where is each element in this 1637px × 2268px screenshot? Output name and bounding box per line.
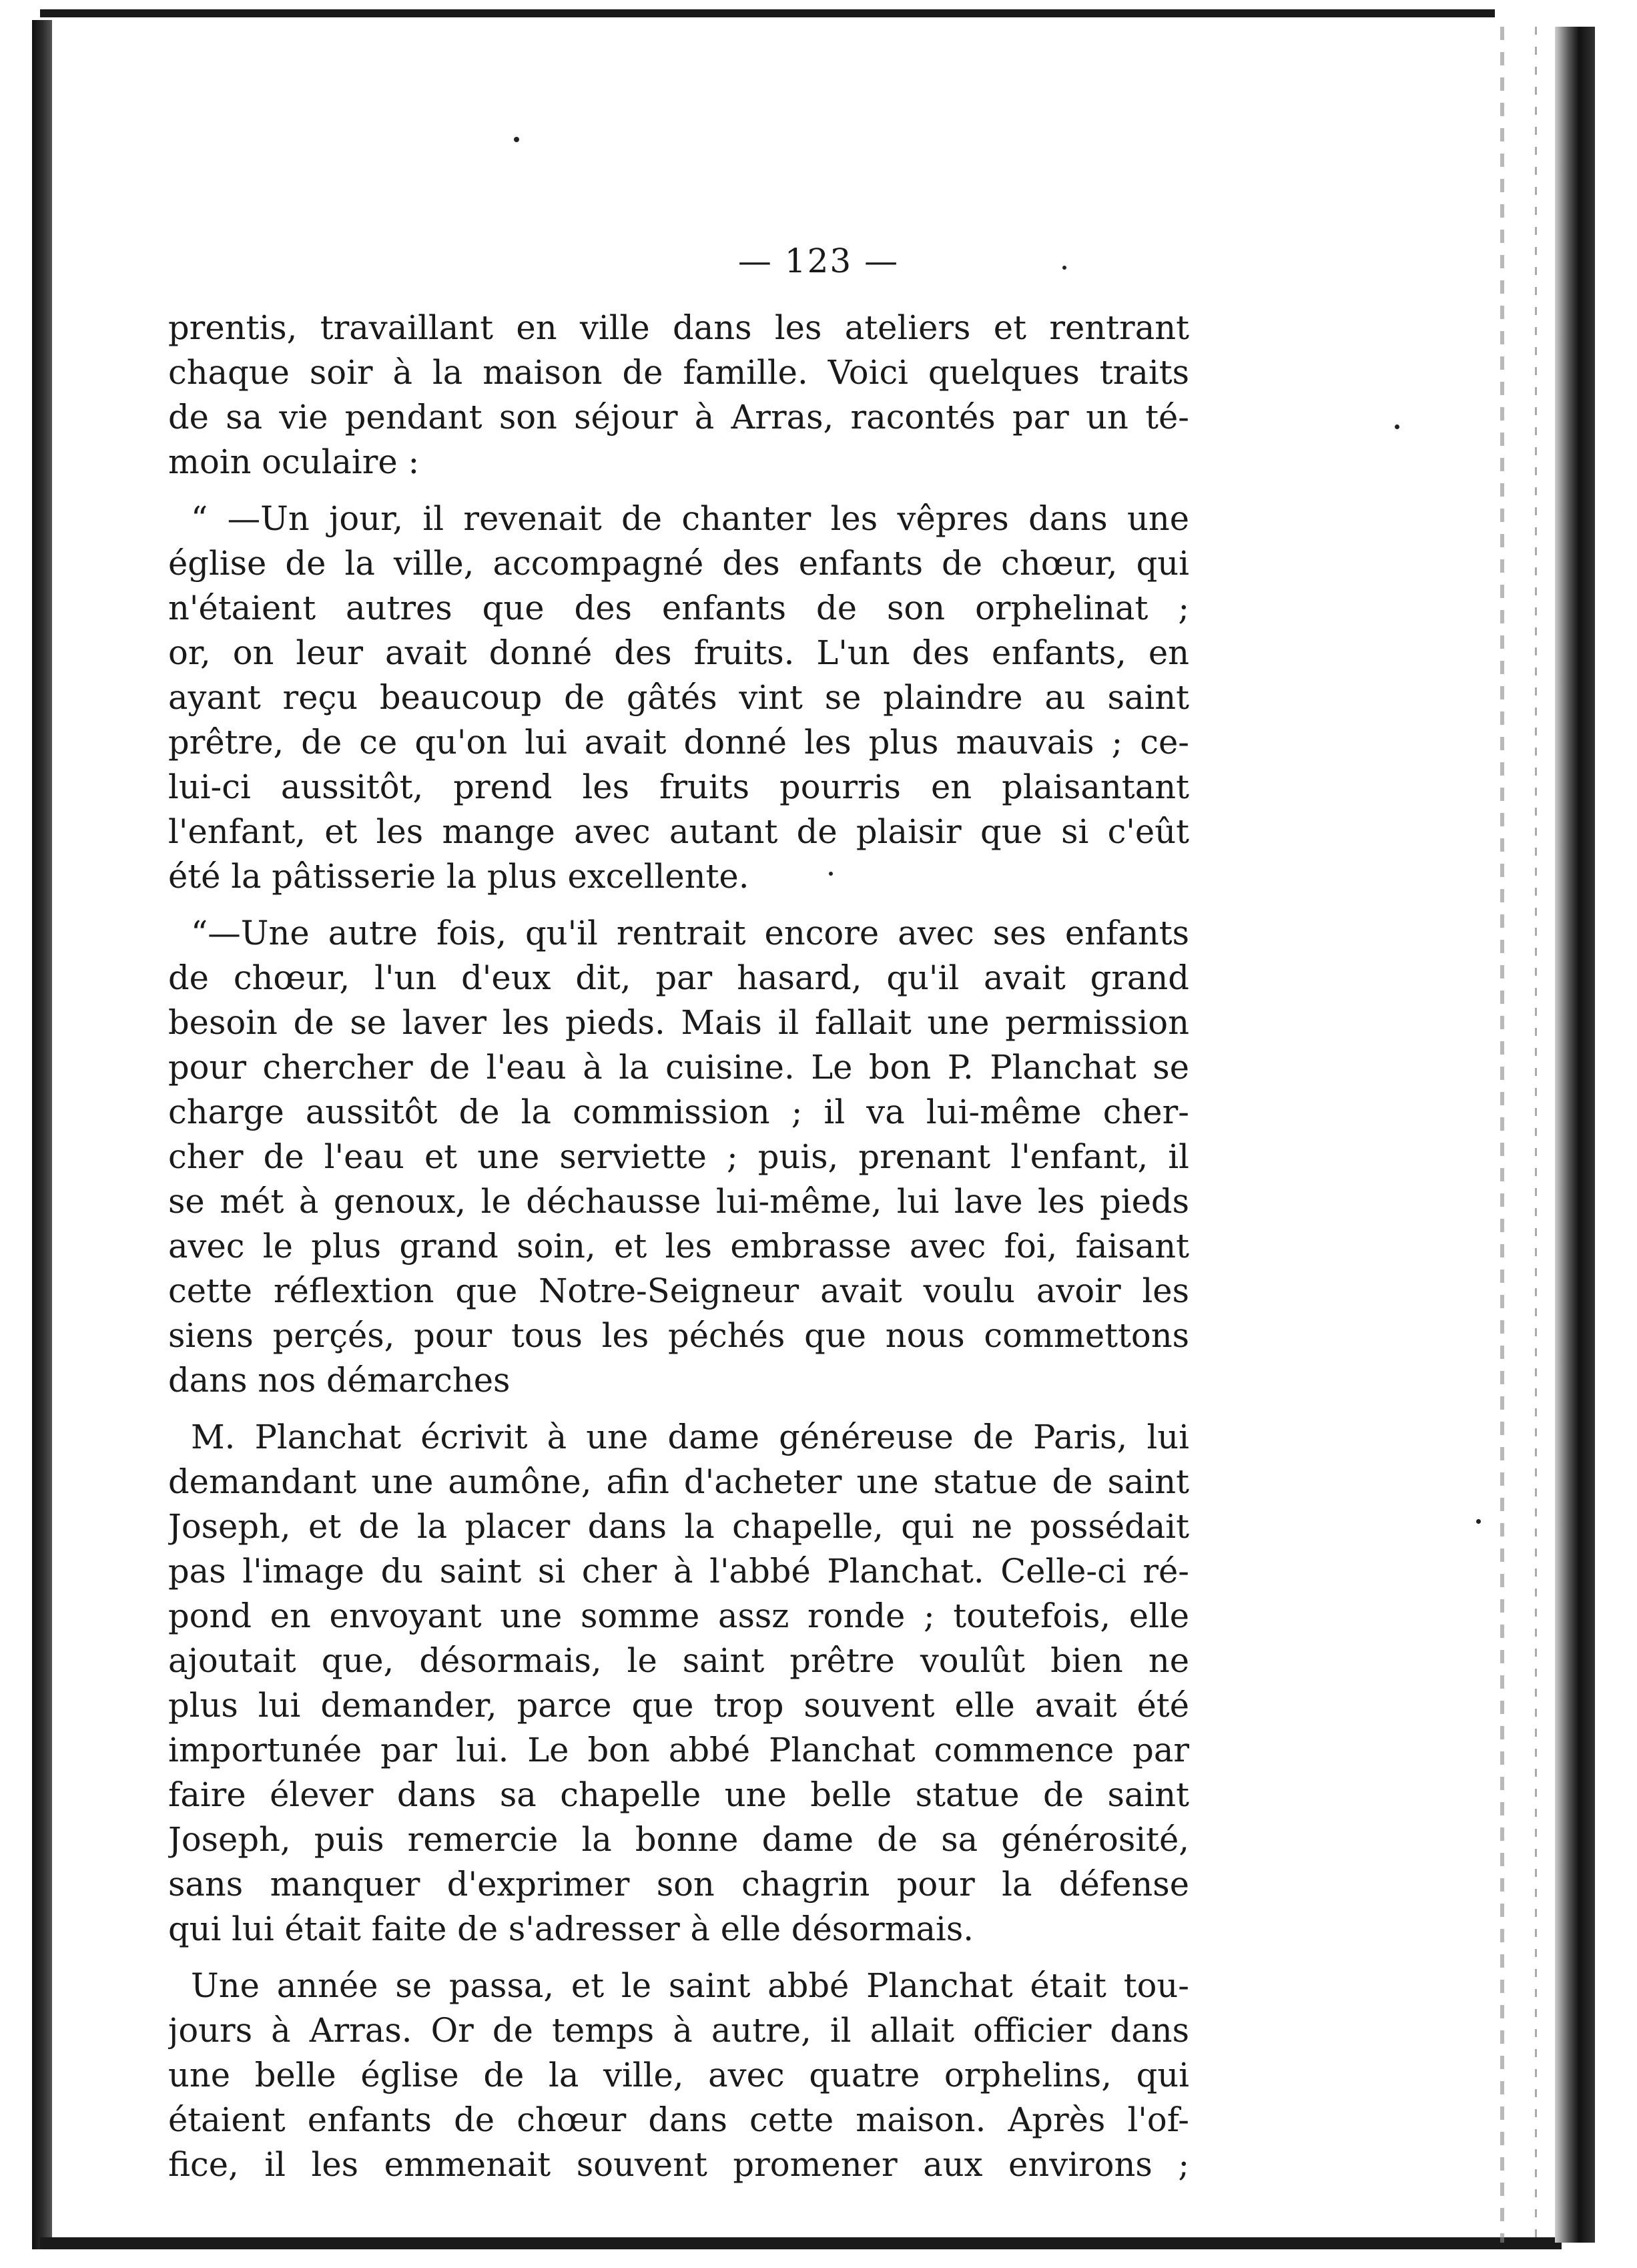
text-line: qui lui était faite de s'adresser à elle désormais. xyxy=(168,1910,974,1948)
text-line: Une année se passa, et le saint abbé Planchat était tou- xyxy=(191,1966,1189,2005)
text-line: prentis, travaillant en ville dans les ateliers et rentrant xyxy=(168,308,1189,347)
scan-noise-right xyxy=(1500,27,1504,2243)
text-line: pour chercher de l'eau à la cuisine. Le bon P. Planchat se xyxy=(168,1048,1189,1087)
text-line: chaque soir à la maison de famille. Voici quelques traits xyxy=(168,353,1189,392)
text-line: importunée par lui. Le bon abbé Planchat commence par xyxy=(168,1731,1189,1769)
text-line: fice, il les emmenait souvent promener aux environs ; xyxy=(168,2145,1189,2184)
text-line: or, on leur avait donné des fruits. L'un des enfants, en xyxy=(168,633,1189,672)
paragraph-1 xyxy=(168,306,1189,485)
text-line: Joseph, puis remercie la bonne dame de sa générosité, xyxy=(168,1820,1189,1859)
text-line: une belle église de la ville, avec quatre orphelins, qui xyxy=(168,2056,1189,2094)
text-line: l'enfant, et les mange avec autant de plaisir que si c'eût xyxy=(168,812,1189,851)
text-line: lui-ci aussitôt, prend les fruits pourris en plaisantant xyxy=(168,768,1189,806)
text-line: de chœur, l'un d'eux dit, par hasard, qu'il avait grand xyxy=(168,958,1189,997)
text-line: moin oculaire : xyxy=(168,443,420,481)
scan-speck xyxy=(514,137,519,142)
text-line: dans nos démarches xyxy=(168,1361,511,1400)
scan-speck xyxy=(1476,1519,1481,1524)
text-line: siens perçés, pour tous les péchés que nous commettons xyxy=(168,1316,1189,1355)
page-fold-line xyxy=(1535,27,1537,2243)
text-line: se mét à genoux, le déchausse lui-même, lui lave les pieds xyxy=(168,1182,1189,1221)
text-line: plus lui demander, parce que trop souvent elle avait été xyxy=(168,1686,1189,1725)
paragraph-4 xyxy=(168,1415,1189,1952)
page-number: — 123 — xyxy=(737,242,900,280)
text-line: demandant une aumône, afin d'acheter une statue de saint xyxy=(168,1462,1189,1501)
text-line: ajoutait que, désormais, le saint prêtre voulût bien ne xyxy=(168,1641,1189,1680)
text-line: cette réflextion que Notre-Seigneur avait voulu avoir les xyxy=(168,1271,1189,1310)
paragraph-2 xyxy=(168,497,1189,899)
scan-border-bottom xyxy=(40,2237,1562,2249)
paragraph-5 xyxy=(168,1964,1189,2187)
text-line: pond en envoyant une somme assz ronde ; toutefois, elle xyxy=(168,1597,1189,1635)
text-line: “ —Un jour, il revenait de chanter les vêpres dans une xyxy=(191,499,1189,538)
text-line: ayant reçu beaucoup de gâtés vint se plaindre au saint xyxy=(168,678,1189,717)
scan-border-top xyxy=(40,9,1495,17)
text-line: faire élever dans sa chapelle une belle statue de saint xyxy=(168,1775,1189,1814)
text-line: “—Une autre fois, qu'il rentrait encore avec ses enfants xyxy=(191,914,1189,952)
text-line: prêtre, de ce qu'on lui avait donné les plus mauvais ; ce- xyxy=(168,723,1189,762)
text-line: jours à Arras. Or de temps à autre, il allait officier dans xyxy=(168,2011,1189,2050)
text-line: cher de l'eau et une serviette ; puis, prenant l'enfant, il xyxy=(168,1137,1189,1176)
paragraph-3 xyxy=(168,911,1189,1403)
body-text xyxy=(168,306,1189,2187)
text-line: n'étaient autres que des enfants de son orphelinat ; xyxy=(168,589,1189,627)
text-line: besoin de se laver les pieds. Mais il fallait une permission xyxy=(168,1003,1189,1042)
text-line: M. Planchat écrivit à une dame généreuse de Paris, lui xyxy=(191,1418,1189,1456)
text-line: pas l'image du saint si cher à l'abbé Planchat. Celle-ci ré- xyxy=(168,1552,1189,1591)
text-line: avec le plus grand soin, et les embrasse avec foi, faisant xyxy=(168,1227,1189,1265)
text-line: sans manquer d'exprimer son chagrin pour la défense xyxy=(168,1865,1189,1904)
text-line: Joseph, et de la placer dans la chapelle, qui ne possédait xyxy=(168,1507,1189,1546)
text-line: été la pâtisserie la plus excellente. xyxy=(168,857,749,896)
text-line: étaient enfants de chœur dans cette maison. Après l'of- xyxy=(168,2100,1189,2139)
scan-border-left xyxy=(32,20,52,2249)
text-line: de sa vie pendant son séjour à Arras, racontés par un té- xyxy=(168,398,1189,437)
scan-speck xyxy=(1395,424,1399,429)
scan-border-right xyxy=(1555,27,1595,2243)
text-line: église de la ville, accompagné des enfants de chœur, qui xyxy=(168,544,1189,583)
text-line: charge aussitôt de la commission ; il va lui-même cher- xyxy=(168,1093,1189,1131)
